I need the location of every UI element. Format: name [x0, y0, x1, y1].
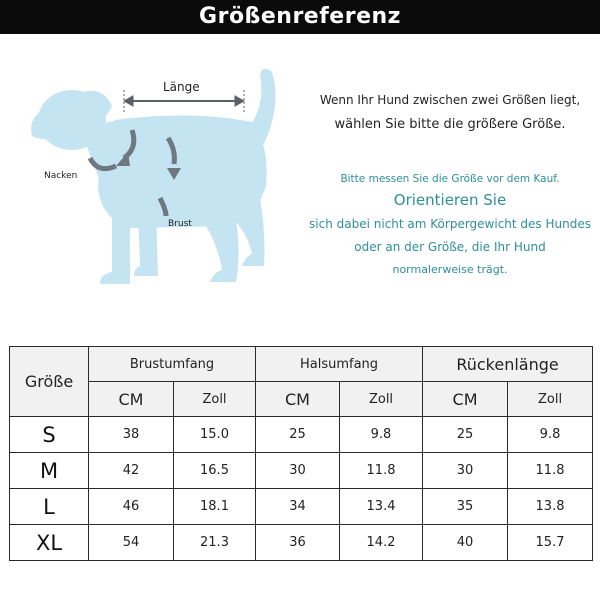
value-cell: 34	[256, 489, 340, 525]
value-cell: 9.8	[340, 417, 423, 453]
size-header: Größe	[10, 347, 89, 417]
value-cell: 42	[89, 453, 174, 489]
value-cell: 15.0	[174, 417, 256, 453]
value-cell: 18.1	[174, 489, 256, 525]
unit-cm: CM	[89, 382, 174, 417]
value-cell: 13.8	[508, 489, 593, 525]
size-cell: M	[10, 453, 89, 489]
neck-header: Halsumfang	[256, 347, 423, 382]
value-cell: 46	[89, 489, 174, 525]
table-row	[10, 525, 593, 561]
value-cell: 54	[89, 525, 174, 561]
advice-line-6: oder an der Größe, die Ihr Hund	[354, 240, 546, 254]
unit-cm: CM	[423, 382, 508, 417]
value-cell: 25	[256, 417, 340, 453]
title-banner	[0, 0, 600, 34]
value-cell: 38	[89, 417, 174, 453]
back-length-header: Rückenlänge	[423, 347, 593, 382]
table-unit-row	[10, 382, 593, 417]
size-cell: S	[10, 417, 89, 453]
advice-line-1: Wenn Ihr Hund zwischen zwei Größen liegt,	[319, 93, 581, 107]
neck-label: Nacken	[44, 171, 78, 181]
size-table	[9, 346, 593, 561]
unit-zoll: Zoll	[340, 382, 423, 417]
advice-line-7: normalerweise trägt.	[392, 263, 508, 276]
value-cell: 40	[423, 525, 508, 561]
chest-label: Brust	[168, 219, 192, 229]
advice-line-5: sich dabei nicht am Körpergewicht des Hundes	[309, 217, 591, 231]
value-cell: 9.8	[508, 417, 593, 453]
value-cell: 13.4	[340, 489, 423, 525]
value-cell: 11.8	[340, 453, 423, 489]
size-cell: XL	[10, 525, 89, 561]
value-cell: 14.2	[340, 525, 423, 561]
unit-zoll: Zoll	[508, 382, 593, 417]
table-header-row	[10, 347, 593, 382]
value-cell: 21.3	[174, 525, 256, 561]
advice-line-3: Bitte messen Sie die Größe vor dem Kauf.	[340, 173, 560, 185]
page-title: Größenreferenz	[199, 4, 401, 29]
value-cell: 35	[423, 489, 508, 525]
chest-header: Brustumfang	[89, 347, 256, 382]
advice-line-4: Orientieren Sie	[393, 191, 507, 209]
table-row	[10, 453, 593, 489]
value-cell: 36	[256, 525, 340, 561]
value-cell: 11.8	[508, 453, 593, 489]
value-cell: 30	[423, 453, 508, 489]
length-label: Länge	[163, 80, 200, 94]
value-cell: 15.7	[508, 525, 593, 561]
size-cell: L	[10, 489, 89, 525]
value-cell: 25	[423, 417, 508, 453]
unit-cm: CM	[256, 382, 340, 417]
unit-zoll: Zoll	[174, 382, 256, 417]
value-cell: 30	[256, 453, 340, 489]
advice-line-2: wählen Sie bitte die größere Größe.	[334, 117, 566, 132]
table-row	[10, 417, 593, 453]
table-row	[10, 489, 593, 525]
value-cell: 16.5	[174, 453, 256, 489]
